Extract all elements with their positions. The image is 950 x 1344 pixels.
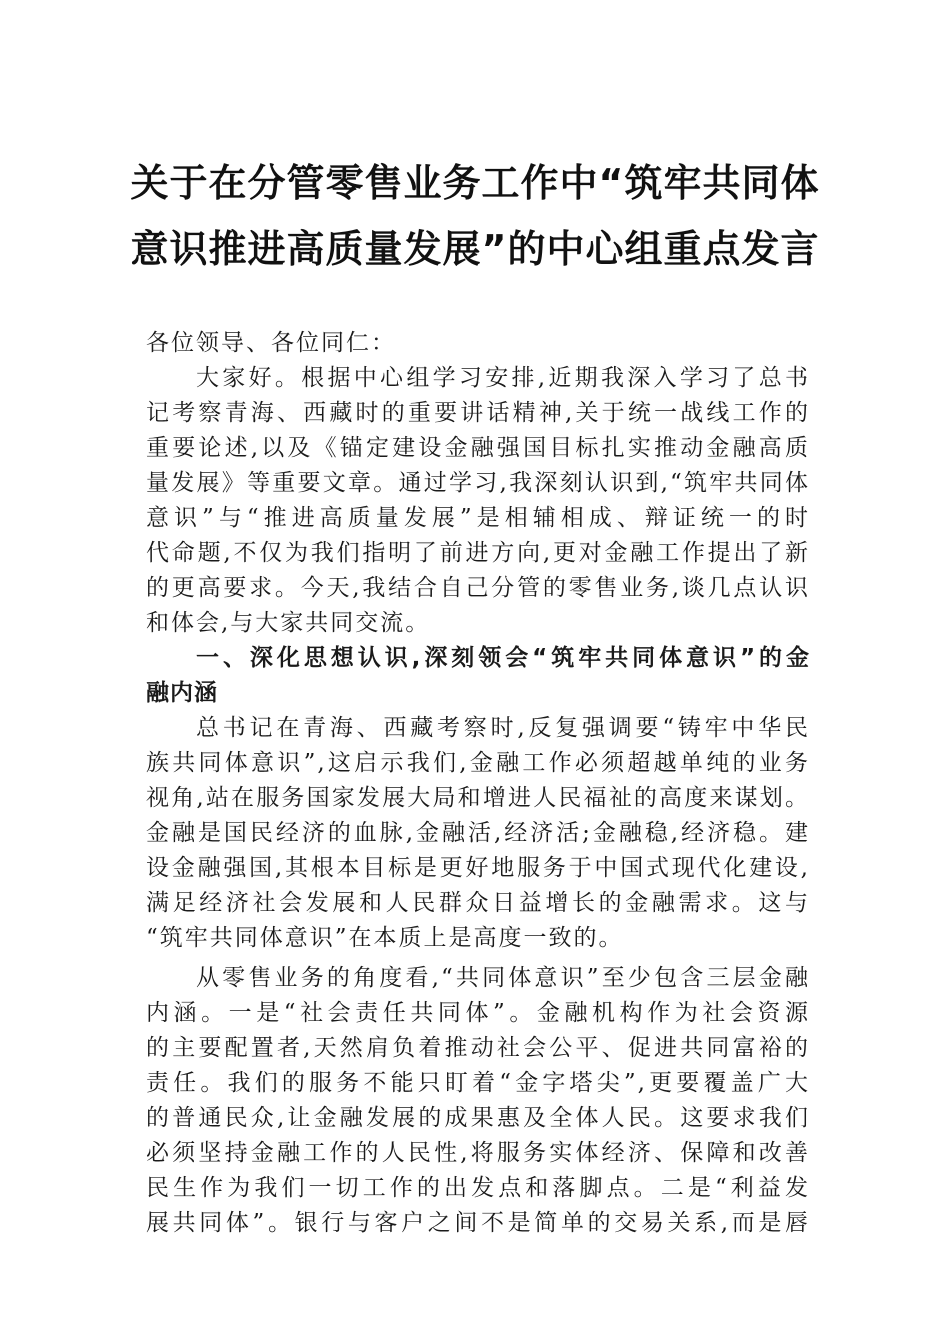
- paragraph-line: 代命题,不仅为我们指明了前进方向,更对金融工作提出了新: [146, 540, 810, 566]
- paragraph-line: 记考察青海、西藏时的重要讲话精神,关于统一战线工作的: [146, 400, 810, 426]
- paragraph-line: 展共同体”。银行与客户之间不是简单的交易关系,而是唇: [146, 1210, 810, 1236]
- paragraph-line: 大家好。根据中心组学习安排,近期我深入学习了总书: [196, 365, 810, 391]
- document-body: [146, 326, 810, 1241]
- paragraph-line: 总书记在青海、西藏考察时,反复强调要“铸牢中华民: [196, 715, 810, 741]
- paragraph-line: 意识”与“推进高质量发展”是相辅相成、辩证统一的时: [146, 505, 810, 531]
- paragraph-line: 满足经济社会发展和人民群众日益增长的金融需求。这与: [146, 890, 810, 916]
- paragraph-line: 的普通民众,让金融发展的成果惠及全体人民。这要求我们: [146, 1105, 810, 1131]
- paragraph-line: 民生作为我们一切工作的出发点和落脚点。二是“利益发: [146, 1175, 810, 1201]
- paragraph-line: 设金融强国,其根本目标是更好地服务于中国式现代化建设,: [146, 855, 810, 881]
- paragraph-line: 和体会,与大家共同交流。: [146, 610, 431, 636]
- section-heading: [146, 641, 810, 711]
- heading-line: 一、深化思想认识,深刻领会“筑牢共同体意识”的金: [196, 645, 810, 671]
- paragraph-line: “筑牢共同体意识”在本质上是高度一致的。: [146, 925, 624, 951]
- paragraph-line: 责任。我们的服务不能只盯着“金字塔尖”,更要覆盖广大: [146, 1070, 810, 1096]
- paragraph-line: 金融是国民经济的血脉,金融活,经济活;金融稳,经济稳。建: [146, 820, 810, 846]
- paragraph-line: 重要论述,以及《锚定建设金融强国目标扎实推动金融高质: [146, 435, 810, 461]
- salutation: 各位领导、各位同仁：: [146, 330, 396, 356]
- document-title: [120, 150, 830, 282]
- paragraph-community: [146, 961, 810, 1241]
- paragraph-line: 的更高要求。今天,我结合自己分管的零售业务,谈几点认识: [146, 575, 810, 601]
- paragraph-line: 族共同体意识”,这启示我们,金融工作必须超越单纯的业务: [146, 750, 810, 776]
- title-line: 意识推进高质量发展”的中心组重点发言: [130, 227, 820, 271]
- paragraph-section-one: [146, 711, 810, 956]
- paragraph-line: 的主要配置者,天然肩负着推动社会公平、促进共同富裕的: [146, 1035, 810, 1061]
- title-line: 关于在分管零售业务工作中“筑牢共同体: [130, 161, 820, 205]
- paragraph-opening: [146, 361, 810, 641]
- heading-line: 融内涵: [146, 680, 218, 706]
- paragraph-line: 从零售业务的角度看,“共同体意识”至少包含三层金融: [196, 965, 810, 991]
- paragraph-line: 内涵。一是“社会责任共同体”。金融机构作为社会资源: [146, 1000, 810, 1026]
- paragraph-line: 必须坚持金融工作的人民性,将服务实体经济、保障和改善: [146, 1140, 810, 1166]
- paragraph-line: 视角,站在服务国家发展大局和增进人民福祉的高度来谋划。: [146, 785, 810, 811]
- paragraph-line: 量发展》等重要文章。通过学习,我深刻认识到,“筑牢共同体: [146, 470, 810, 496]
